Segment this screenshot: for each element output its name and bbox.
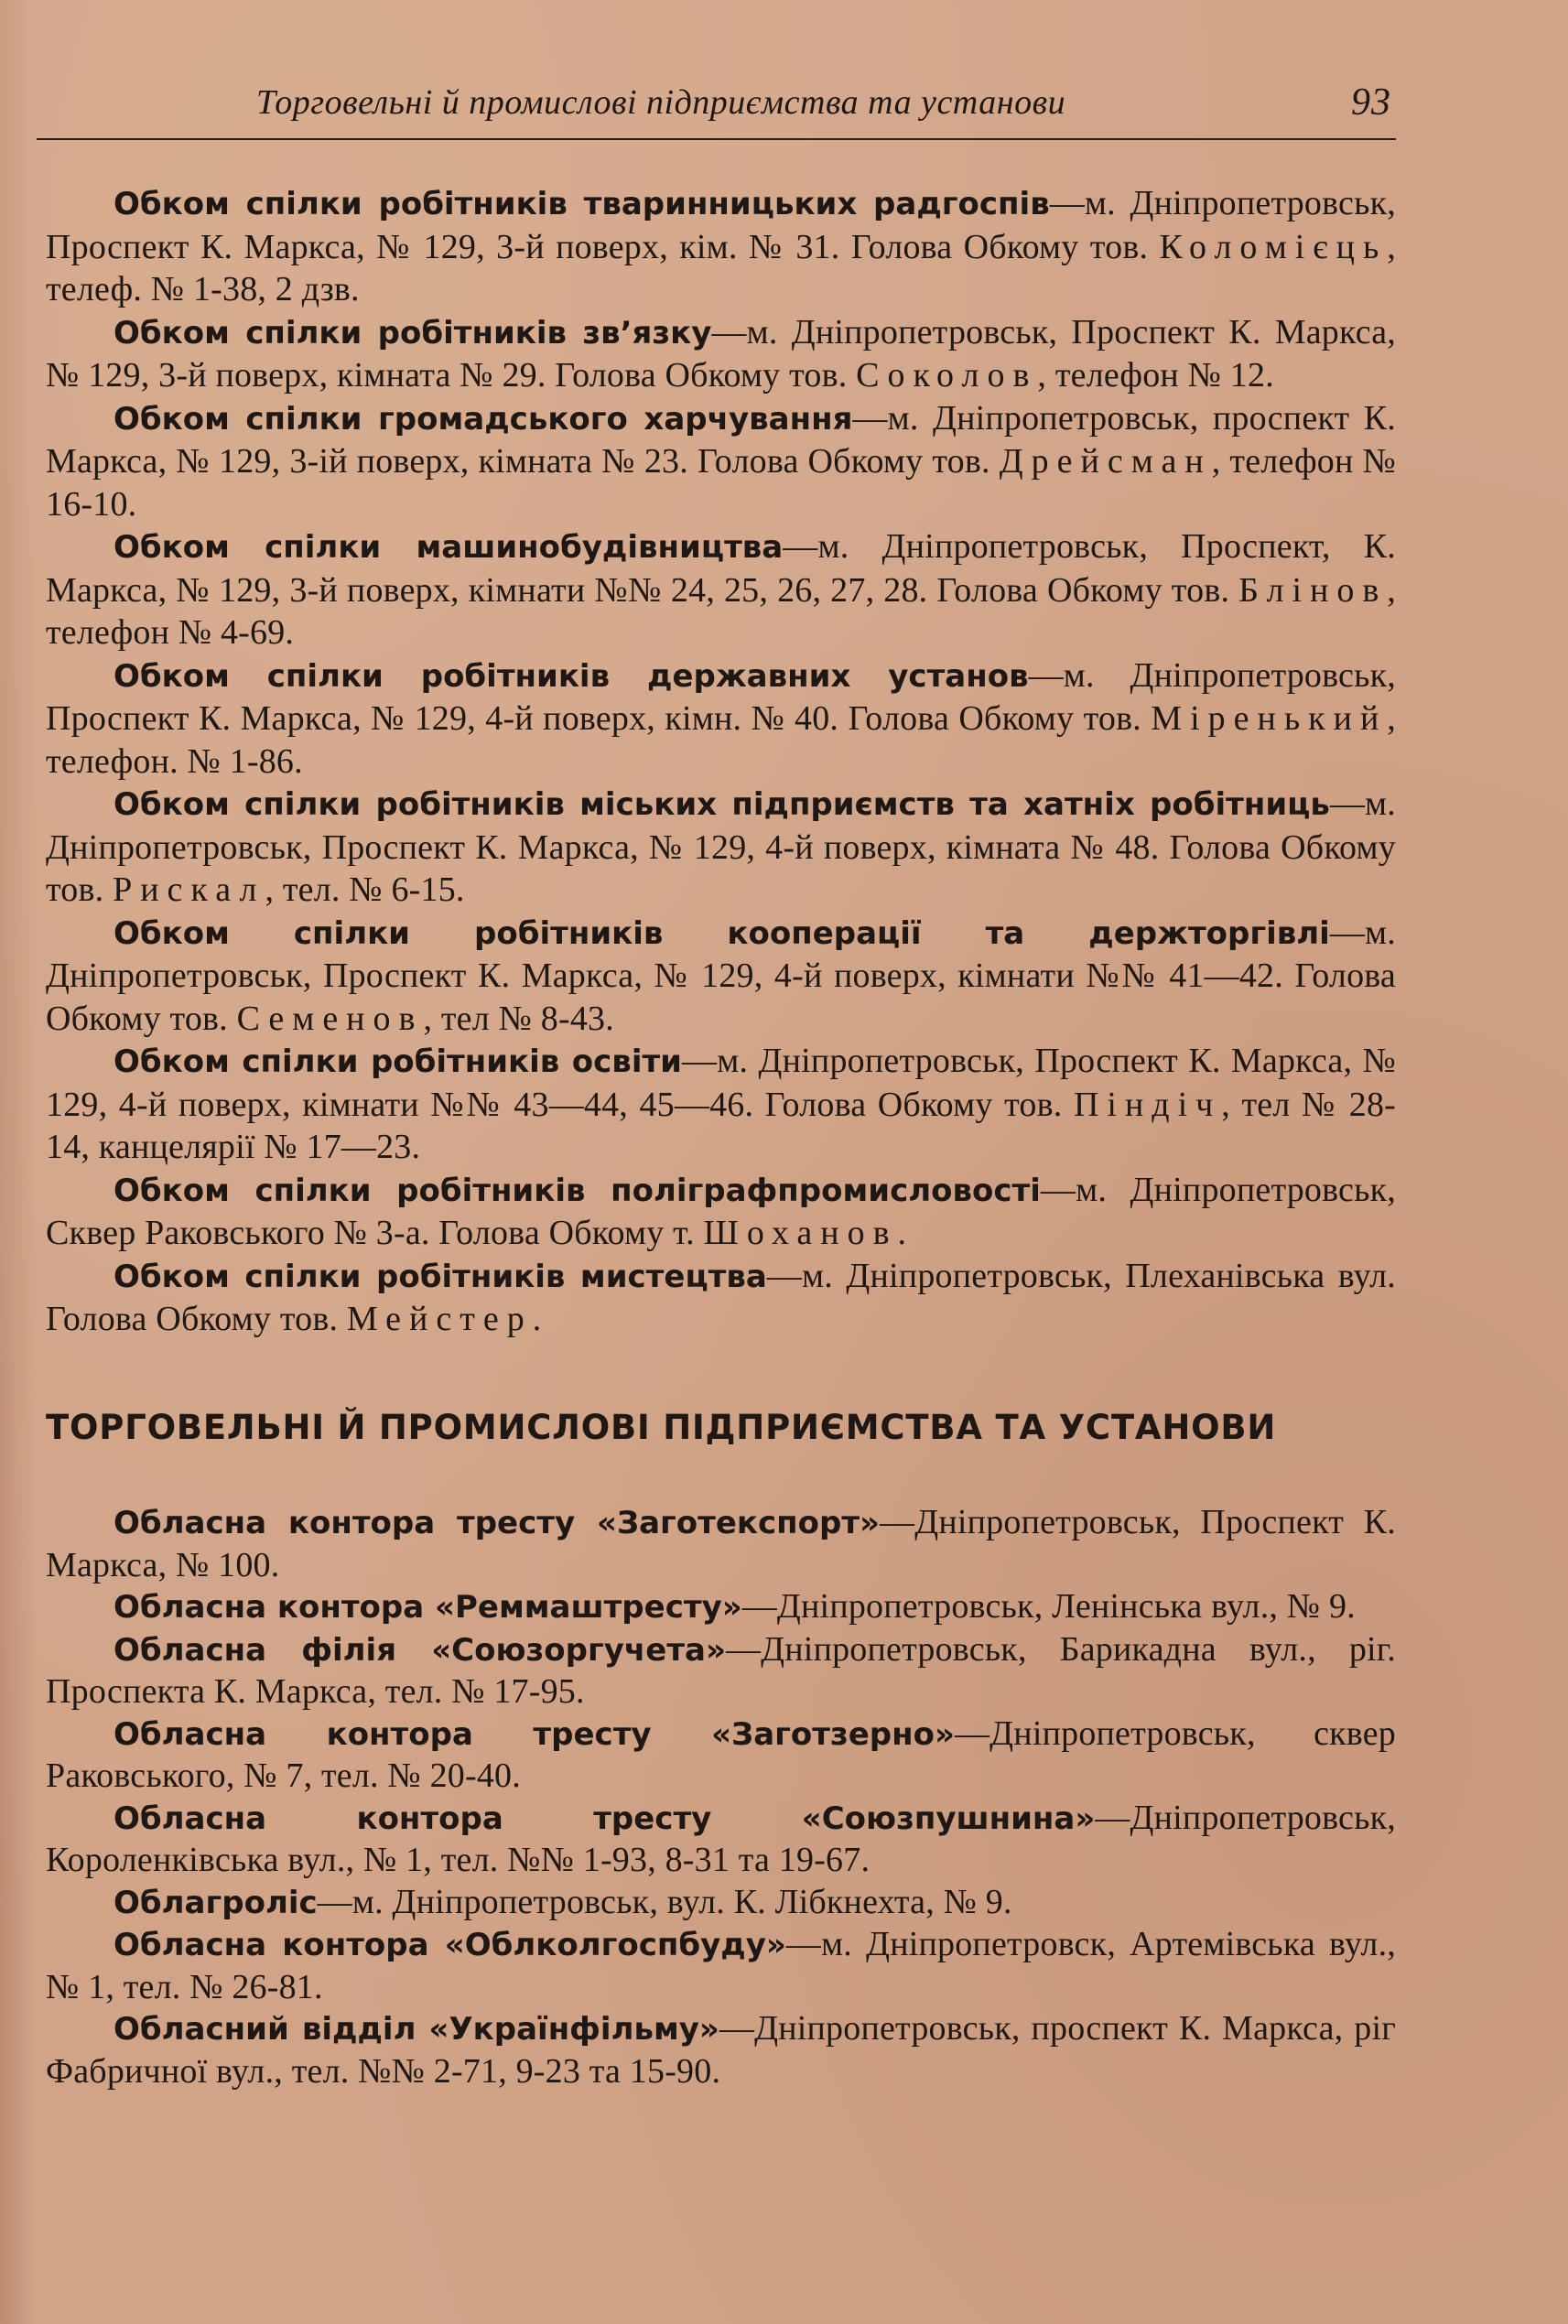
enterprise-address: —м. Дніпропетровск, Артемівська вул., № 1, тел. № 26-81.: [46, 1925, 1396, 2006]
union-head-name: Блінов: [1238, 570, 1388, 610]
union-entry: [46, 397, 1396, 526]
union-details: —м. Дніпропетровськ, Плеханівська вул. Голова Обкому тов.: [46, 1256, 1396, 1338]
union-head-name: Дрейсман: [999, 442, 1212, 481]
union-head-name: Коломієць: [1159, 227, 1388, 266]
union-entry: [46, 654, 1396, 784]
section-heading: ТОРГОВЕЛЬНІ Й ПРОМИСЛОВІ ПІДПРИЄМСТВА ТА УСТАНОВИ: [46, 1408, 1277, 1447]
union-head-name: Семенов: [236, 999, 424, 1038]
enterprise-entry: [46, 1882, 1396, 1925]
enterprise-entry: [46, 1924, 1396, 2008]
union-contact: , телефон № 16-10.: [46, 442, 1396, 524]
union-entry: [46, 912, 1396, 1041]
union-head-name: Міренький: [1151, 699, 1388, 738]
union-entry: [46, 1169, 1396, 1255]
union-name: Обком спілки робітників державних установ: [114, 657, 1029, 695]
union-entry: [46, 525, 1396, 654]
enterprise-name: Обласна філія «Союзоргучета»: [114, 1631, 726, 1669]
union-details: —м. Дніпропетровськ, проспект К. Маркса, № 129, 3-ій поверх, кімната № 23. Голова Обкому тов.: [46, 398, 1396, 481]
union-head-name: Шоханов: [703, 1214, 898, 1252]
union-entry: [46, 783, 1396, 912]
union-head-name: Піндіч: [1073, 1085, 1222, 1124]
union-details: —м. Дніпропетровськ, Проспект К. Маркса, № 129, 3-й поверх, кім. № 31. Голова Обкому тов.: [46, 184, 1396, 266]
enterprise-name: Обласна контора тресту «Союзпушнина»: [114, 1800, 1096, 1837]
union-head-name: Мейстер: [346, 1300, 533, 1338]
union-name: Обком спілки робітників поліграфпромисловості: [114, 1172, 1041, 1209]
union-contact: , тел № 28-14, канцелярії № 17—23.: [46, 1085, 1396, 1166]
enterprise-address: —Дніпропетровськ, Проспект К. Маркса, № 100.: [46, 1503, 1396, 1584]
unions-section: [46, 182, 1396, 1341]
enterprise-entry: [46, 1502, 1396, 1586]
union-name: Обком спілки машинобудівництва: [114, 529, 784, 566]
union-name: Обком спілки робітників міських підприємств та хатніх робітниць: [114, 786, 1330, 823]
enterprise-name: Обласний відділ «Українфільму»: [114, 2011, 719, 2048]
enterprise-entry: [46, 1713, 1396, 1798]
union-details: —м. Дніпропетровськ, Проспект К. Маркса, № 129, 4-й поверх, кімната № 48. Голова Обкому тов.: [46, 784, 1396, 909]
union-name: Обком спілки робітників кооперації та держторгівлі: [114, 914, 1330, 952]
union-entry: [46, 1040, 1396, 1169]
union-head-name: Рискал: [113, 870, 265, 909]
enterprise-entry: [46, 1798, 1396, 1882]
enterprise-address: —Дніпропетровськ, Барикадна вул., ріг. Проспекта К. Маркса, тел. № 17-95.: [46, 1629, 1396, 1711]
enterprise-name: Обласна контора «Облколгоспбуду»: [114, 1927, 786, 1963]
union-name: Обком спілки робітників освіти: [114, 1043, 682, 1080]
union-entry: [46, 311, 1396, 397]
enterprise-address: —Дніпропетровськ, Короленківська вул., № 1, тел. №№ 1-93, 8-31 та 19-67.: [46, 1798, 1396, 1879]
union-details: —м. Дніпропетровськ, Сквер Раковського № 3-а. Голова Обкому т.: [46, 1170, 1396, 1252]
union-contact: .: [897, 1214, 907, 1252]
enterprise-address: —Дніпропетровськ, проспект К. Маркса, ріг Фабричної вул., тел. №№ 2-71, 9-23 та 15-90.: [46, 2009, 1396, 2091]
union-entry: [46, 1255, 1396, 1341]
union-contact: , телеф. № 1-38, 2 дзв.: [46, 227, 1396, 308]
union-details: —м. Дніпропетровськ, Проспект К. Маркса, № 129, 4-й поверх, кімнати №№ 41—42. Голова Обкому тов.: [46, 913, 1396, 1038]
enterprise-address: —Дніпропетровськ, Ленінська вул., № 9.: [741, 1587, 1356, 1626]
union-details: —м. Дніпропетровськ, Проспект, К. Маркса, № 129, 3-й поверх, кімнати №№ 24, 25, 26, 27, 28. Голова Обкому тов.: [46, 527, 1397, 610]
union-name: Обком спілки громадського харчування: [114, 400, 853, 438]
running-head: [37, 82, 1391, 137]
enterprise-entry: [46, 1586, 1396, 1629]
enterprise-name: Обласна контора тресту «Заготекспорт»: [114, 1505, 881, 1541]
union-head-name: Соколов: [856, 356, 1038, 395]
union-contact: , телефон № 4-69.: [46, 570, 1396, 652]
union-contact: , тел. № 6-15.: [265, 870, 465, 909]
union-details: —м. Дніпропетровськ, Проспект К. Маркса, № 129, 4-й поверх, кімнати №№ 43—44, 45—46. Голова Обкому тов.: [46, 1042, 1396, 1124]
union-name: Обком спілки робітників мистецтва: [114, 1258, 767, 1295]
union-contact: .: [532, 1300, 542, 1338]
enterprise-address: —м. Дніпропетровськ, вул. К. Лібкнехта, № 9.: [317, 1882, 1012, 1921]
union-name: Обком спілки робітників зв’язку: [114, 314, 712, 351]
enterprise-entry: [46, 2008, 1396, 2092]
enterprise-name: Обласна контора тресту «Заготзерно»: [114, 1715, 955, 1753]
union-name: Обком спілки робітників тваринницьких радгоспів: [114, 186, 1050, 222]
union-details: —м. Дніпропетровськ, Проспект К. Маркса, № 129, 3-й поверх, кімната № 29. Голова Обкому тов.: [46, 312, 1396, 395]
page-number: 93: [1351, 81, 1391, 124]
enterprise-entry: [46, 1629, 1396, 1713]
header-divider: [37, 138, 1396, 140]
running-title: Торговельні й промислові підприємства та установи: [256, 83, 1066, 122]
enterprise-address: —Дніпропетровськ, сквер Раковського, № 7, тел. № 20-40.: [46, 1713, 1396, 1795]
enterprise-name: Обласна контора «Реммаштресту»: [114, 1589, 742, 1626]
enterprises-section: [46, 1502, 1396, 2092]
union-contact: , телефон. № 1-86.: [46, 699, 1396, 781]
union-contact: , телефон № 12.: [1037, 356, 1274, 395]
enterprise-name: Облагроліс: [114, 1884, 318, 1921]
union-details: —м. Дніпропетровськ, Проспект К. Маркса, № 129, 4-й поверх, кімн. № 40. Голова Обкому тов.: [46, 655, 1396, 738]
union-contact: , тел № 8-43.: [423, 999, 614, 1038]
union-entry: [46, 182, 1396, 311]
